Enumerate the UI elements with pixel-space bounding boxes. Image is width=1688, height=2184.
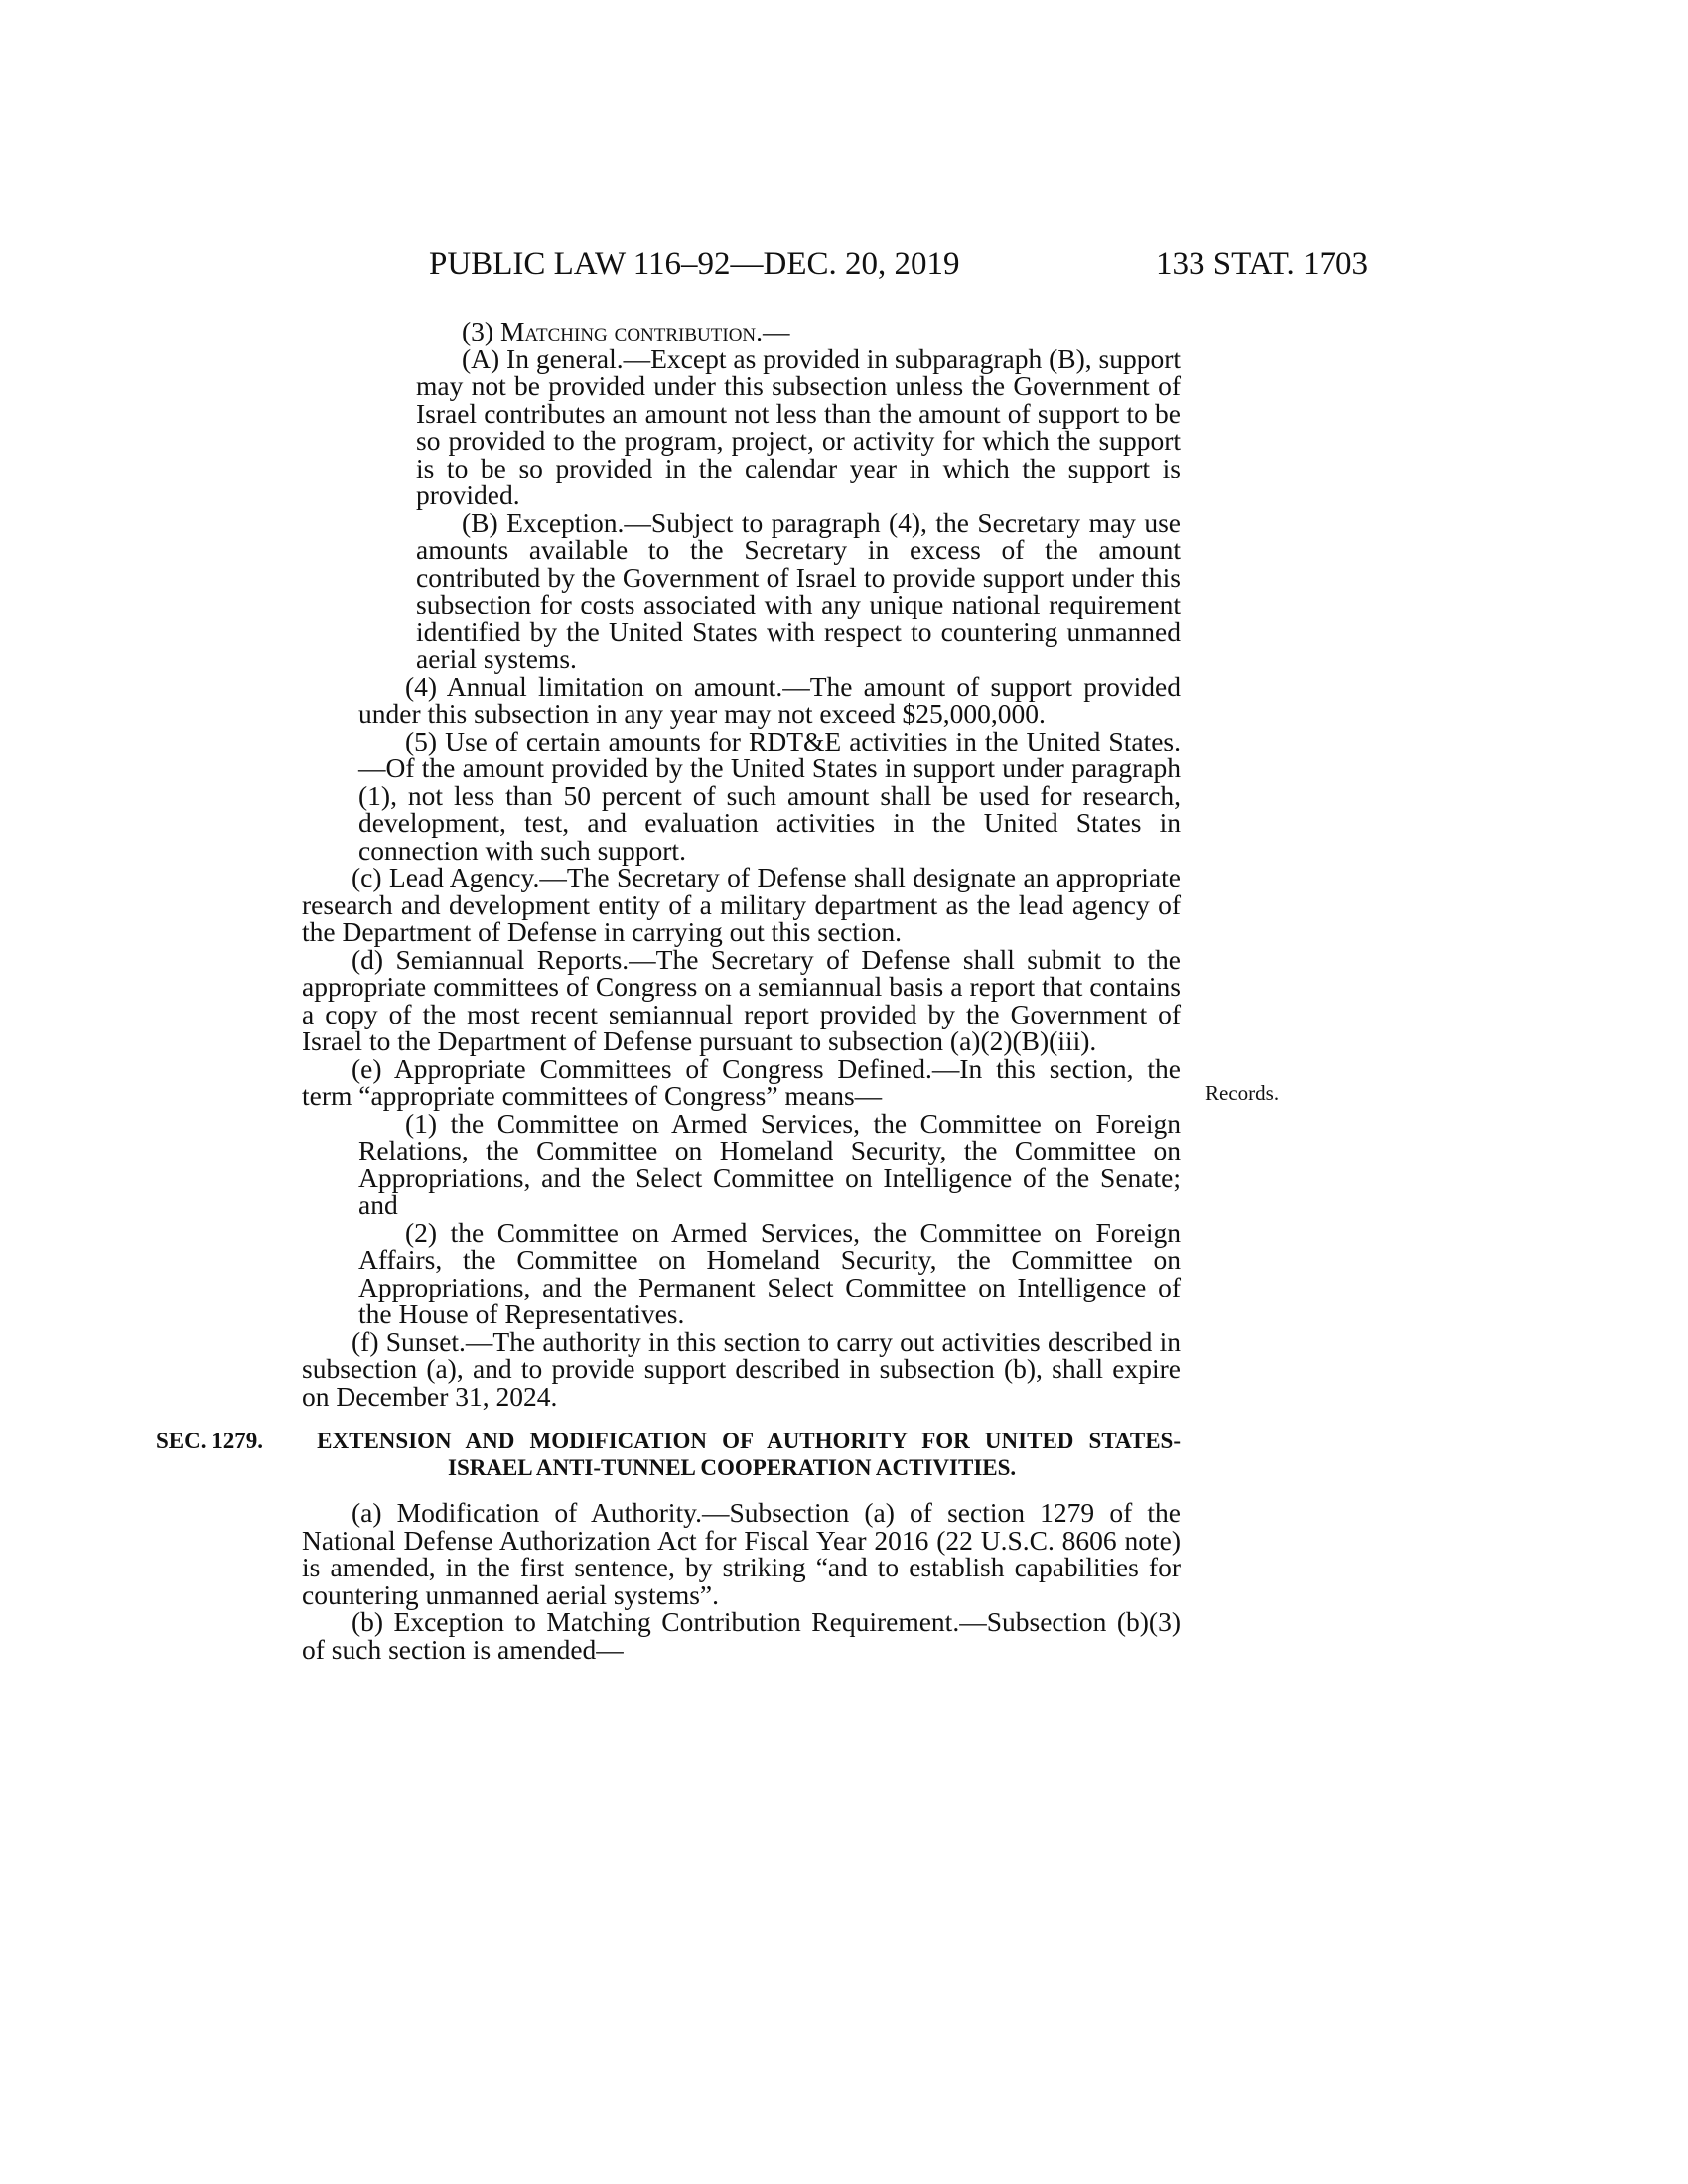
subsection-e: (e) Appropriate Committees of Congress Defined.—In this section, the term “appropriate committees of Congress” means— bbox=[302, 1052, 1181, 1111]
paragraph-3-heading: (3) Matching contribution.— bbox=[462, 316, 790, 346]
section-title: EXTENSION AND MODIFICATION OF AUTHORITY FOR UNITED STATES-ISRAEL ANTI-TUNNEL COOPERATION ACTIVITIES. bbox=[317, 1429, 1182, 1480]
page-header bbox=[0, 246, 1688, 286]
section-heading: SEC. 1279. EXTENSION AND MODIFICATION OF AUTHORITY FOR UNITED STATES-ISRAEL ANTI-TUNNEL COOPERATION ACTIVITIES. bbox=[156, 1429, 1182, 1480]
subsection-d: (d) Semiannual Reports.—The Secretary of Defense shall submit to the appropriate committees of Congress on a semiannual basis a report that contains a copy of the most recent semiannual report provided by the Government of Israel to the Department of Defense pursuant to subsection (a)(2)(B)(iii). bbox=[302, 943, 1181, 1056]
paragraph-3B: (B) Exception.—Subject to paragraph (4), the Secretary may use amounts available to the Secretary in excess of the amount contributed by the Government of Israel to provide support under this subsection for costs associated with any unique national requirement identified by the United States with respect to countering unmanned aerial systems. bbox=[416, 506, 1181, 674]
header-title: PUBLIC LAW 116–92—DEC. 20, 2019 bbox=[429, 246, 960, 282]
subsection-e-1: (1) the Committee on Armed Services, the Committee on Foreign Relations, the Committee on Homeland Security, the Committee on Appropriations, and the Select Committee on Intelligence of the Senate; and bbox=[358, 1107, 1181, 1220]
section-1279-subsection-a: (a) Modification of Authority.—Subsection (a) of section 1279 of the National Defense Authorization Act for Fiscal Year 2016 (22 U.S.C. 8606 note) is amended, in the first sentence, by striking “and to establish capabilities for countering unmanned aerial systems”. bbox=[302, 1497, 1181, 1610]
section-1279-subsection-b: (b) Exception to Matching Contribution Requirement.—Subsection (b)(3) of such section is amended— bbox=[302, 1606, 1181, 1665]
header-page-number: 133 STAT. 1703 bbox=[1156, 246, 1369, 282]
subsection-e-2: (2) the Committee on Armed Services, the Committee on Foreign Affairs, the Committee on Homeland Security, the Committee on Appropriations, and the Permanent Select Committee on Intelligence of the House of Representatives. bbox=[358, 1216, 1181, 1329]
document-body bbox=[156, 316, 1182, 1665]
paragraph-5: (5) Use of certain amounts for RDT&E activities in the United States.—Of the amount provided by the United States in support under paragraph (1), not less than 50 percent of such amount shall be used for research, development, test, and evaluation activities in the United States in connection with such support. bbox=[358, 725, 1181, 866]
subsection-f: (f) Sunset.—The authority in this section to carry out activities described in subsection (a), and to provide support described in subsection (b), shall expire on December 31, 2024. bbox=[302, 1325, 1181, 1412]
margin-note-records: Records. bbox=[1205, 1081, 1280, 1105]
paragraph-4: (4) Annual limitation on amount.—The amount of support provided under this subsection in any year may not exceed $25,000,000. bbox=[358, 670, 1181, 729]
paragraph-3A: (A) In general.—Except as provided in subparagraph (B), support may not be provided under this subsection unless the Government of Israel contributes an amount not less than the amount of support to be so provided to the program, project, or activity for which the support is to be so provided in the calendar year in which the support is provided. bbox=[416, 342, 1181, 510]
subsection-c: (c) Lead Agency.—The Secretary of Defense shall designate an appropriate research and development entity of a military department as the lead agency of the Department of Defense in carrying out this section. bbox=[302, 862, 1181, 947]
